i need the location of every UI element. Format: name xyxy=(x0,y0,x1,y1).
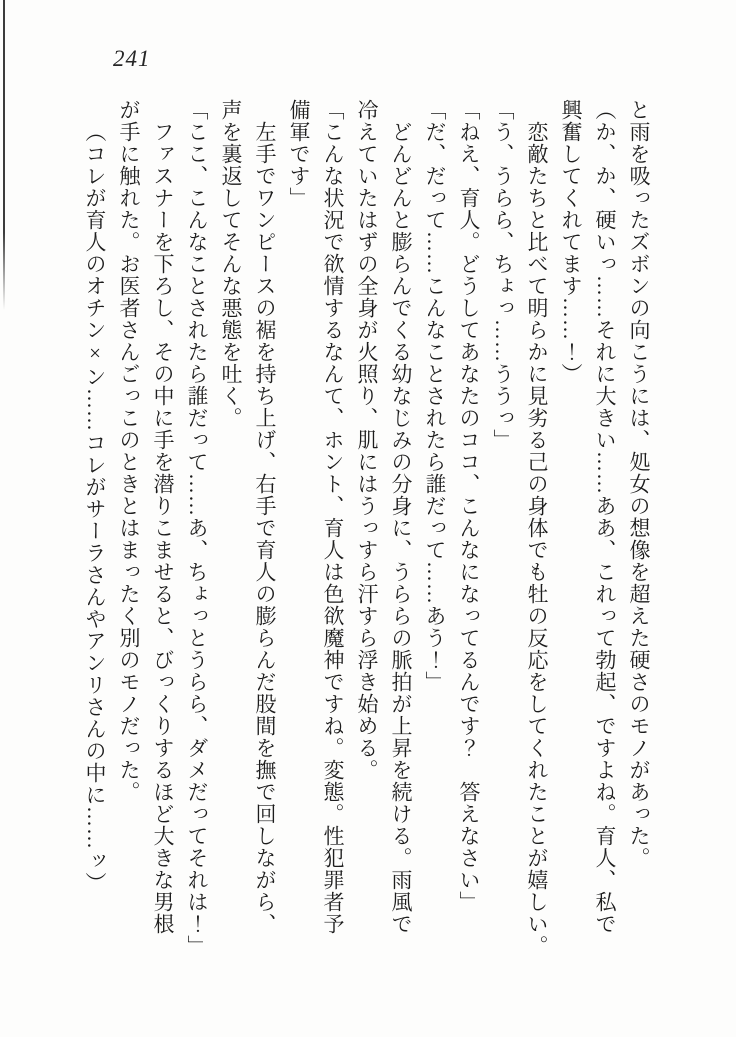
text-columns xyxy=(78,99,656,1024)
text-line: 冷えていたはずの全身が火照り、肌にはうっすら汗すら浮き始める。 xyxy=(355,99,379,781)
text-line: （か、か、硬いっ……それに大きい……ああ、これって勃起、ですよね。育人、私で xyxy=(593,99,617,935)
text-line: 備軍です」 xyxy=(287,99,311,209)
text-line: どんどんと膨らんでくる幼なじみの分身に、うららの脈拍が上昇を続ける。雨風で xyxy=(389,121,413,935)
text-line: 「こんな状況で欲情するなんて、ホント、育人は色欲魔神ですね。変態。性犯罪者予 xyxy=(321,99,345,935)
text-line: 声を裏返してそんな悪態を吐く。 xyxy=(219,99,243,429)
text-line: 「ねえ、育人。どうしてあなたのココ、こんなになってるんです？ 答えなさい」 xyxy=(457,99,481,913)
text-line: 恋敵たちと比べて明らかに見劣る己の身体でも牡の反応をしてくれたことが嬉しい。 xyxy=(525,121,549,957)
text-line: 「ここ、こんなことされたら誰だって……あ、ちょっとうらら、ダメだってそれは！」 xyxy=(185,99,209,957)
text-line: 興奮してくれてます……！） xyxy=(559,99,583,385)
page-number: 241 xyxy=(113,46,151,71)
text-line: ファスナーを下ろし、その中に手を潜りこませると、びっくりするほど大きな男根 xyxy=(151,121,175,935)
text-line: 「う、うらら、ちょっ……ううっ」 xyxy=(491,99,515,451)
text-line: 左手でワンピースの裾を持ち上げ、右手で育人の膨らんだ股間を撫で回しながら、 xyxy=(253,121,277,935)
text-line: （コレが育人のオチン×ン……コレがサーラさんやアンリさんの中に……ッ） xyxy=(83,121,107,894)
text-line: 「だ、だって……こんなことされたら誰だって……あう！」 xyxy=(423,99,447,693)
scan-edge-artifact xyxy=(3,0,5,310)
text-line: が手に触れた。お医者さんごっこのときとはまったく別のモノだった。 xyxy=(117,99,141,803)
text-line: と雨を吸ったズボンの向こうには、処女の想像を超えた硬さのモノがあった。 xyxy=(627,99,651,869)
